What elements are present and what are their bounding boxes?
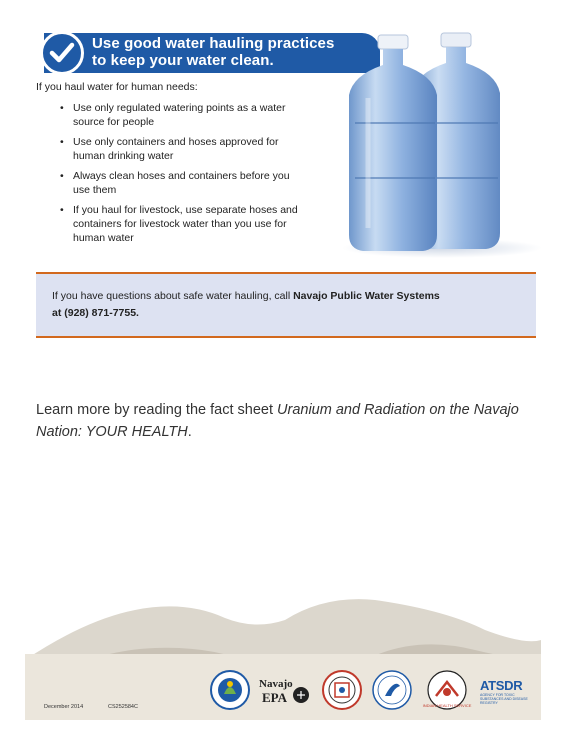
contact-callout: [36, 272, 536, 338]
banner-line-2: to keep your water clean.: [92, 52, 274, 69]
learn-prefix: Learn more by reading the fact sheet: [36, 402, 278, 418]
atsdr-logo: ATSDR: [480, 678, 523, 693]
atsdr-logo-subtitle: AGENCY FOR TOXIC SUBSTANCES AND DISEASE REGISTRY: [480, 693, 528, 705]
epa-seal-logo: [210, 670, 250, 710]
water-bottles-image: [338, 28, 546, 260]
navajo-epa-emblem-icon: [292, 684, 310, 704]
banner-line-1: Use good water hauling practices: [92, 35, 335, 52]
indian-health-service-logo: [422, 670, 472, 710]
list-item: • If you haul for livestock, use separate hoses and containers for livestock water than you use for human water: [56, 203, 301, 245]
list-item: • Always clean hoses and containers before you use them: [56, 169, 301, 197]
ihs-logo-text: INDIAN HEALTH SERVICE: [422, 703, 472, 708]
callout-phone: at (928) 871-7755.: [52, 307, 139, 319]
callout-prefix: If you have questions about safe water hauling, call: [52, 290, 294, 302]
callout-text: [52, 288, 440, 322]
publication-date: December 2014: [44, 704, 84, 710]
checkmark-icon: [40, 31, 84, 75]
list-item: • Use only containers and hoses approved for human drinking water: [56, 135, 301, 163]
header-banner: [44, 33, 380, 73]
navajo-epa-logo-line1: Navajo: [259, 678, 293, 690]
bottle-front: [349, 35, 437, 251]
fact-sheet-title: Uranium and Radiation on the Navajo Nation: YOUR HEALTH: [36, 402, 519, 440]
callout-org: Navajo Public Water Systems: [293, 290, 440, 302]
learn-suffix: .: [187, 424, 192, 440]
learn-more-text: [36, 399, 526, 443]
banner-title: [92, 35, 334, 69]
intro-text: If you haul water for human needs:: [36, 81, 198, 93]
navajo-epa-logo-line2: EPA: [262, 690, 288, 705]
document-code: CS252584C: [108, 704, 138, 710]
list-item: • Use only regulated watering points as a water source for people: [56, 101, 301, 129]
hhs-seal-logo: [372, 670, 412, 710]
practice-list: [56, 101, 301, 251]
navajo-nation-seal-logo: [322, 670, 362, 710]
